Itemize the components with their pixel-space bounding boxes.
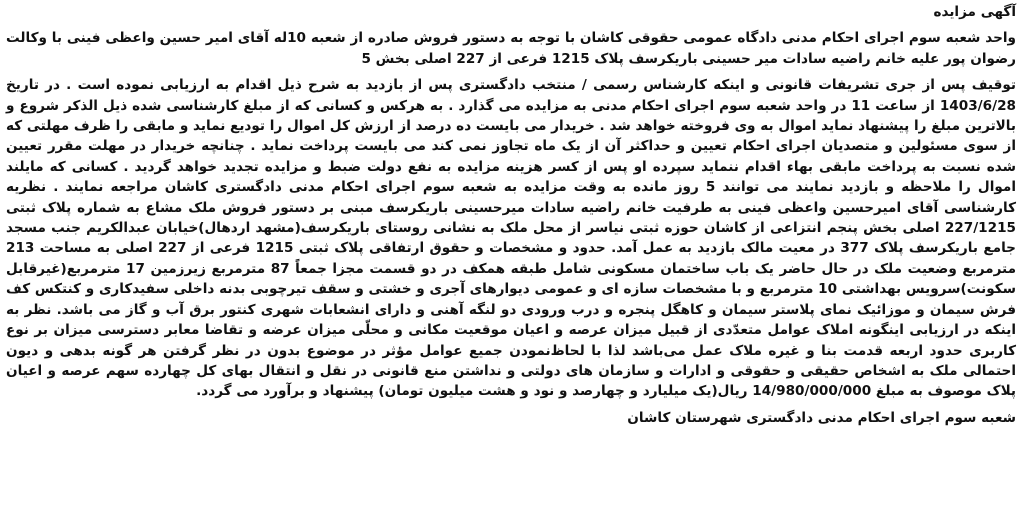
notice-title: آگهی مزایده	[933, 4, 1016, 20]
notice-signature: شعبه سوم اجرای احکام مدنی دادگستری شهرستان کاشان	[627, 409, 1016, 426]
notice-intro: واحد شعبه سوم اجرای احکام مدنی دادگاه عمومی حقوقی کاشان با توجه به دستور فروش صادره از شعبه 10له آقای امیر حسین واعظی فینی با وکالت رضوان پور علیه خانم راضیه سادات میر حسینی باریکرسف پلاک 1215 فرعی از 227 اصلی بخش 5	[6, 30, 1016, 67]
auction-notice	[6, 2, 1016, 428]
notice-body: توقیف پس از جری تشریفات قانونی و اینکه کارشناس رسمی / منتخب دادگستری پس از بازدید به شرح ذیل اقدام به ارزیابی نموده است . در تاریخ 1403/6/28 از ساعت 11 در واحد شعبه سوم اجرای احکام مدنی به مزایده می گذارد . به هرکس و کسانی که از مبلغ کارشناسی شده ذیل الذکر شروع و بالاترین مبلغ را پیشنهاد نماید اموال به وی فروخته خواهد شد . خریدار می بایست ده درصد از ارزش کل اموال را تودیع نماید و مابقی را ظرف مهلتی که از سوی مسئولین و متصدیان اجرای احکام تعیین و حداکثر آن از یک ماه تجاوز نمی کند می بایست پرداخت نماید . چنانچه خریدار در مهلت مقرر تعیین شده نسبت به پرداخت مابقی بهاء اقدام ننماید سپرده او پس از کسر هزینه مزایده به نفع دولت ضبط و مزایده تجدید خواهد گردید . کسانی که مایلند اموال را ملاحظه و بازدید نمایند می توانند 5 روز مانده به وقت مزایده به شعبه سوم اجرای احکام مدنی دادگستری کاشان مراجعه نمایند . نظریه کارشناسی آقای امیرحسین واعظی فینی به طرفیت خانم راضیه سادات میرحسینی باریکرسف مبنی بر دستور فروش ملک مشاع به شماره پلاک ثبتی 227/1215 اصلی بخش پنجم انتزاعی از کاشان حوزه ثبتی نیاسر از محل ملک به نشانی روستای باریکرسف(مشهد اردهال)خیابان عبدالکریم جنب مسجد جامع باریکرسف پلاک 377 در معیت مالک بازدید به عمل آمد. حدود و مشخصات و حقوق ارتفاقی پلاک ثبتی 1215 فرعی از 227 اصلی به مساحت 213 مترمربع وضعیت ملک در حال حاضر یک باب ساختمان مسکونی شامل طبقه همکف در دو قسمت مجزا جمعاً 87 مترمربع زیرزمین 17 مترمربع(غیرقابل سکونت)سرویس بهداشتی 10 مترمربع و با مشخصات سازه ای و عمومی دیوارهای آجری و خشتی و سقف تیرچوبی بدنه داخلی سفیدکاری و کنتکس کف فرش سیمان و موزائیک نمای پلاستر سیمان و کاهگل پنجره و درب ورودی دو لنگه آهنی و دارای انشعابات شهری کنتور برق آب و گاز می باشد. نظر به اینکه در ارزیابی اینگونه املاک عوامل متعدّدی از قبیل میزان عرصه و اعیان موقعیت مکانی و محلّی میزان عرضه و تقاضا معابر دسترسی میزان بر نوع کاربری حدود اربعه قدمت بنا و غیره ملاک عمل می‌باشد لذا با لحاظ‌نمودن جمیع عوامل مؤثر در موضوع بدون در نظر گرفتن هر گونه بدهی و دیون احتمالی ملک به اشخاص حقیقی و حقوقی و ادارات و سازمان های دولتی و نداشتن منع قانونی در نقل و انتقال بهای کل چهارده سهم عرصه و اعیان پلاک موصوف به مبلغ 14/980/000/000 ریال(یک میلیارد و چهارصد و نود و هشت میلیون تومان) پیشنهاد و برآورد می گردد.	[6, 77, 1017, 400]
